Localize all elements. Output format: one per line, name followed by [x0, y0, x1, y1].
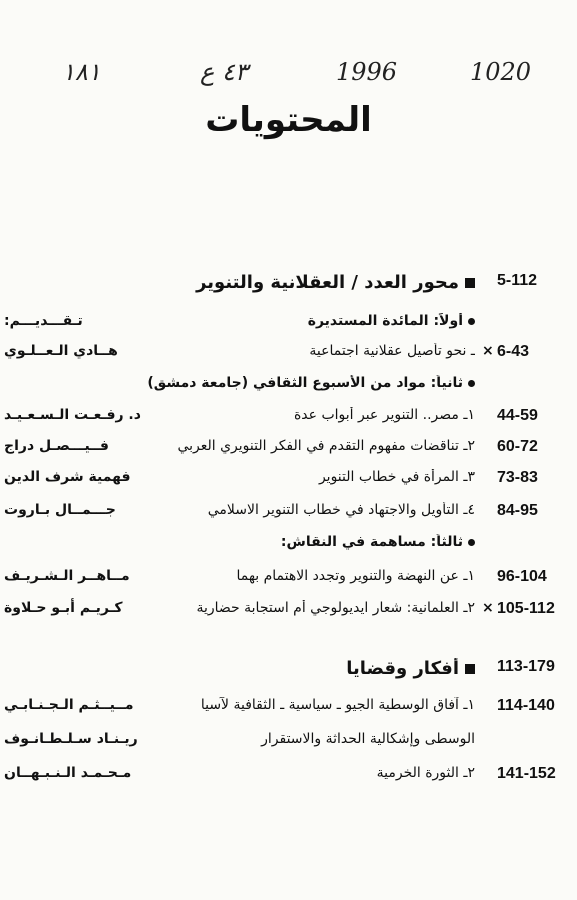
- author-name: مــيــثـم الـجـنـابـي: [4, 697, 134, 713]
- handwritten-note-3: 1996: [336, 58, 398, 86]
- page-range: 141-152: [497, 765, 556, 782]
- dot-bullet-icon: [468, 318, 475, 325]
- page-range: 105-112: [497, 600, 555, 617]
- page-range: 84-95: [497, 502, 538, 519]
- author-name: هــادي الـعــلـوي: [4, 343, 118, 359]
- page-range: 96-104: [497, 568, 547, 585]
- page-range: 5-112: [497, 272, 538, 289]
- page-range: 73-83: [497, 469, 538, 486]
- page-range: 113-179: [497, 658, 555, 675]
- entry-text: ٣ـ المرأة في خطاب التنوير: [318, 469, 475, 485]
- dot-bullet-icon: [468, 380, 475, 387]
- toc-row: [0, 469, 577, 495]
- toc-row: [0, 313, 577, 339]
- entry-text: ـ نحو تأصيل عقلانية اجتماعية: [309, 343, 475, 359]
- toc-row: [0, 568, 577, 594]
- entry-text: ٢ـ الثورة الخرمية: [376, 765, 475, 781]
- toc-row: [0, 600, 577, 626]
- article-title: [130, 502, 475, 518]
- article-title: [130, 697, 475, 713]
- page-range: 6-43: [497, 343, 530, 360]
- entry-text: أفكار وقضايا: [346, 658, 459, 679]
- entry-text: الوسطى وإشكالية الحداثة والاستقرار: [261, 731, 475, 747]
- author-name: جـــمــال بـاروت: [4, 502, 116, 518]
- article-title: [130, 600, 475, 616]
- entry-text: ثانياً: مواد من الأسبوع الثقافي (جامعة دمشق): [147, 375, 463, 391]
- subsection-heading: [130, 534, 475, 550]
- toc-row: [0, 534, 577, 560]
- article-title: [130, 731, 475, 747]
- page-range: 44-59: [497, 407, 538, 424]
- author-name: فهمية شرف الدين: [4, 469, 131, 485]
- toc-row: [0, 658, 577, 684]
- author-name: ريـنـاد سـلـطـانـوف: [4, 731, 138, 747]
- entry-text: ١ـ مصر.. التنوير عبر أبواب عدة: [293, 407, 475, 423]
- page-range: 114-140: [497, 697, 555, 714]
- entry-text: ١ـ آفاق الوسطية الجيو ـ سياسية ـ الثقافية لآسيا: [200, 697, 475, 713]
- entry-text: ٤ـ التأويل والاجتهاد في خطاب التنوير الاسلامي: [207, 502, 475, 518]
- handwritten-note-4: 1020: [470, 58, 532, 86]
- handwritten-mark: ×: [482, 343, 494, 359]
- toc-row: [0, 502, 577, 528]
- article-title: [130, 469, 475, 485]
- article-title: [130, 407, 475, 423]
- toc-row: [0, 765, 577, 791]
- toc-row: [0, 731, 577, 757]
- entry-text: ١ـ عن النهضة والتنوير وتجدد الاهتمام بهما: [236, 568, 475, 584]
- section-heading: [130, 272, 475, 293]
- article-title: [130, 343, 475, 359]
- article-title: [130, 438, 475, 454]
- toc-row: [0, 343, 577, 369]
- author-name: مــاهــر الـشـريـف: [4, 568, 130, 584]
- entry-text: ٢ـ تناقضات مفهوم التقدم في الفكر التنويري العربي: [177, 438, 475, 454]
- subsection-heading: [130, 313, 475, 329]
- author-name: فــيـــصـل دراج: [4, 438, 109, 454]
- page-range: 60-72: [497, 438, 538, 455]
- handwritten-note-1: ١٨١: [62, 58, 101, 86]
- article-title: [130, 765, 475, 781]
- entry-text: أولاً: المائدة المستديرة: [307, 313, 463, 329]
- entry-text: ثالثاً: مساهمة في النقاش:: [280, 534, 463, 550]
- section-heading: [130, 658, 475, 679]
- toc-row: [0, 697, 577, 723]
- dot-bullet-icon: [468, 539, 475, 546]
- subsection-heading: [130, 375, 475, 391]
- square-bullet-icon: [465, 278, 475, 288]
- toc-row: [0, 438, 577, 464]
- entry-text: محور العدد / العقلانية والتنوير: [196, 272, 459, 293]
- handwritten-mark: ×: [482, 600, 494, 616]
- toc-row: [0, 272, 577, 298]
- author-name: تـقـــديـــم:: [4, 313, 83, 329]
- author-name: كـريـم أبـو حـلاوة: [4, 600, 123, 616]
- handwritten-note-2: ٤٣ ع: [200, 58, 248, 86]
- entry-text: ٢ـ العلمانية: شعار ايديولوجي أم استجابة حضارية: [196, 600, 475, 616]
- author-name: مـحـمـد الـنـبـهــان: [4, 765, 132, 781]
- square-bullet-icon: [465, 664, 475, 674]
- article-title: [130, 568, 475, 584]
- toc-row: [0, 375, 577, 401]
- author-name: د. رفـعـت الـسـعـيـد: [4, 407, 141, 423]
- page-title: المحتويات: [205, 100, 372, 140]
- toc-row: [0, 407, 577, 433]
